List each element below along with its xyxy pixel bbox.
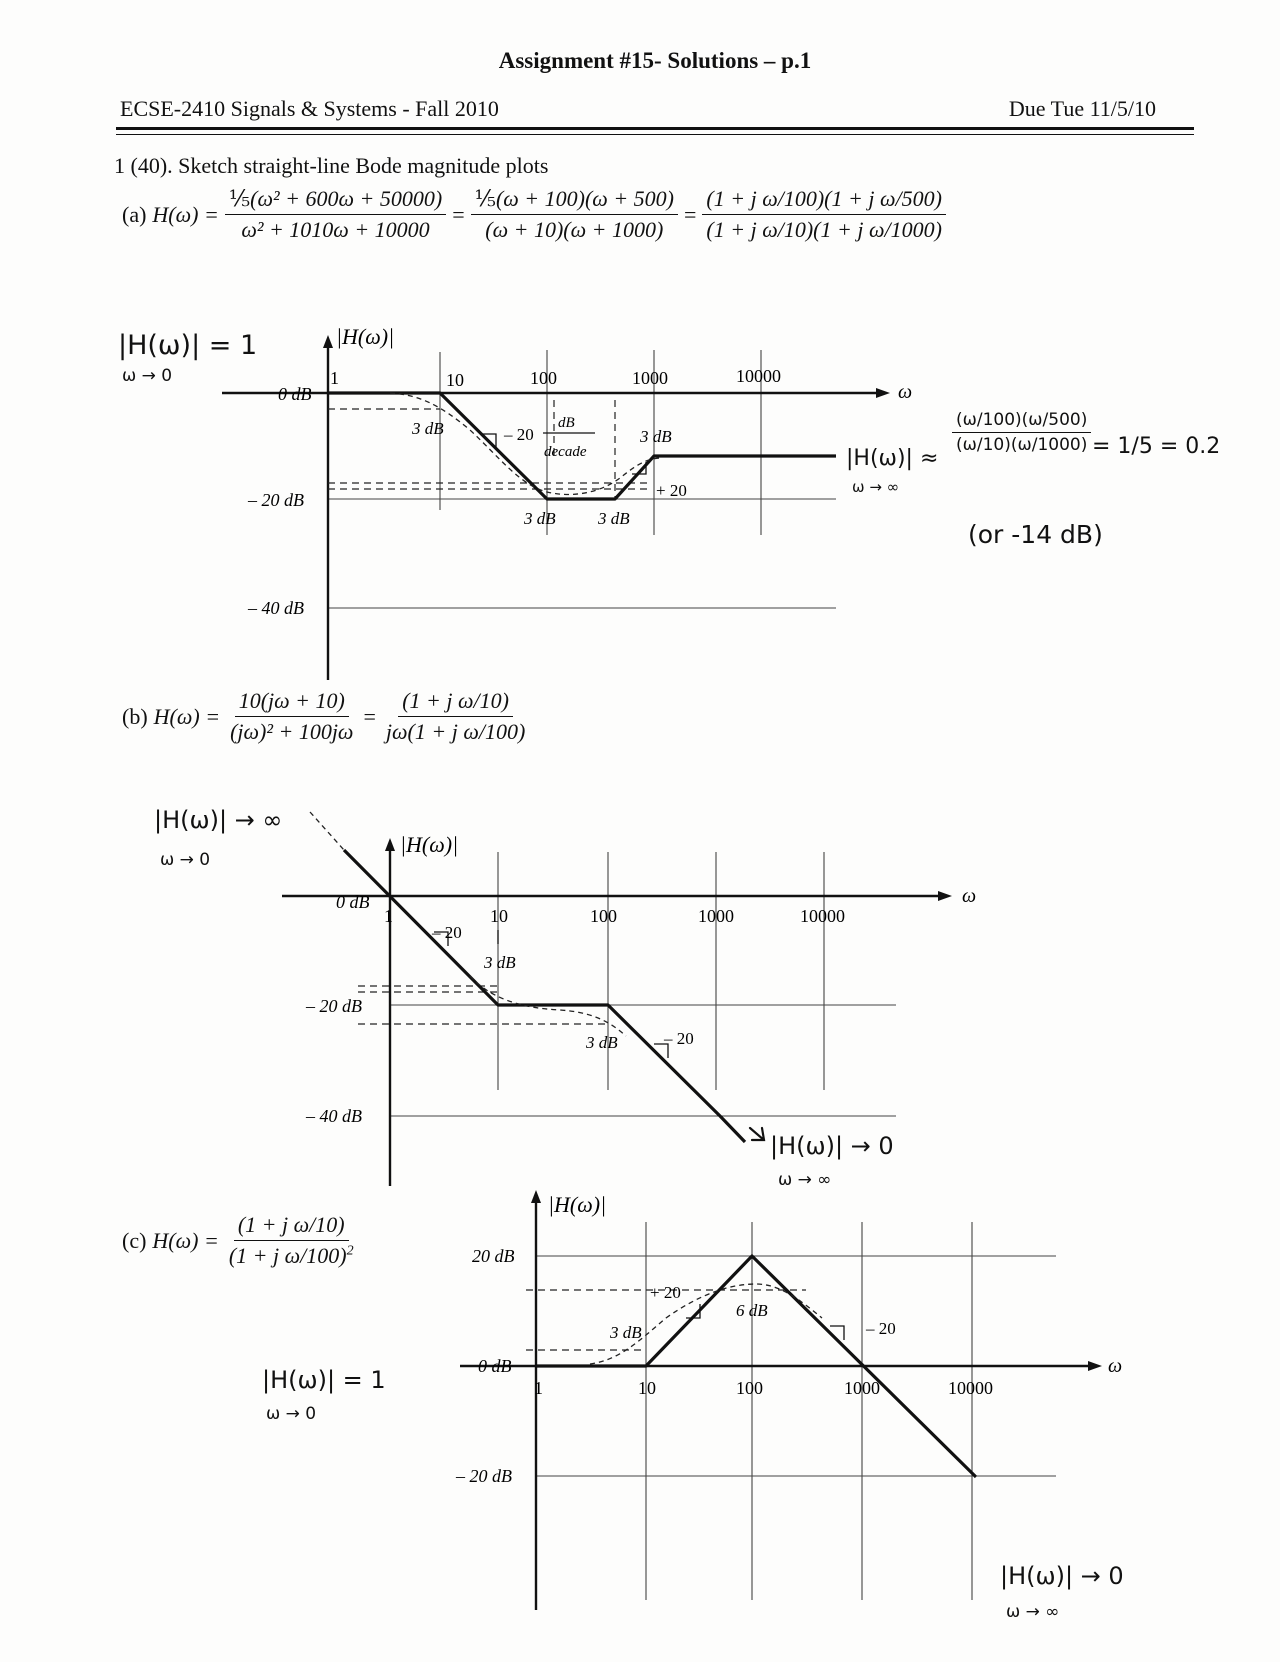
plot-c-x-arrow-icon: [1088, 1361, 1102, 1371]
plot-b-xtick-1000: 1000: [698, 906, 734, 926]
plot-b-ytick-m20: – 20 dB: [306, 996, 362, 1016]
plot-c-ytick-0: 0 dB: [478, 1356, 512, 1376]
plot-c-xtick-10: 10: [638, 1378, 656, 1398]
plot-c-xtick-10000: 10000: [948, 1378, 993, 1398]
part-a-lhs: H(ω) =: [152, 201, 219, 227]
part-a-note-right-num: (ω/100)(ω/500): [952, 410, 1091, 433]
plot-b-asymptote: [344, 850, 745, 1142]
plot-b-asymptote-extension: [310, 812, 344, 850]
plot-b-xtick-100: 100: [590, 906, 617, 926]
part-a-note-left: |H(ω)| = 1: [118, 330, 258, 361]
part-c-note-right-limit: ω → ∞: [1006, 1602, 1060, 1622]
part-b-equals: =: [363, 703, 376, 729]
part-a-den-2: (ω + 10)(ω + 1000): [485, 217, 664, 242]
plot-a-xtick-100: 100: [530, 368, 557, 388]
plot-a-y-arrow-icon: [323, 335, 333, 348]
plot-b: [282, 812, 976, 1186]
part-a-note-right-den: (ω/10)(ω/1000): [956, 435, 1088, 455]
part-a-note-right: |H(ω)| ≈: [846, 446, 939, 471]
part-a-note-right-limit: ω → ∞: [852, 478, 900, 496]
part-b-note-right-limit: ω → ∞: [778, 1170, 832, 1190]
plot-c-y-label: |H(ω)|: [548, 1192, 607, 1217]
part-a-equals-1: =: [452, 201, 465, 227]
part-a-equals-2: =: [684, 201, 697, 227]
plot-a-x-label: ω: [898, 381, 913, 403]
plot-a-ann-3db-2: 3 dB: [640, 427, 672, 446]
plot-c: [455, 1190, 1122, 1610]
plot-b-x-arrow-icon: [938, 891, 952, 901]
part-c-den-exponent: 2: [346, 1243, 354, 1259]
plot-a-ann-decade: decade: [544, 444, 587, 460]
plot-a-ytick-0: 0 dB: [278, 384, 312, 404]
part-b-note-left-limit: ω → 0: [160, 850, 211, 870]
plot-a-xtick-10: 10: [446, 370, 464, 390]
part-c-label: (c): [122, 1227, 147, 1253]
plot-a-ann-slope-m20: – 20: [504, 425, 534, 444]
plot-b-note-arrow-icon: [750, 1128, 764, 1140]
plot-b-ann-3db-1: 3 dB: [484, 953, 516, 972]
part-a-note-right-db: (or -14 dB): [968, 520, 1103, 549]
part-c-note-left: |H(ω)| = 1: [262, 1366, 386, 1394]
problem-statement: 1 (40). Sketch straight-line Bode magnitude plots: [114, 153, 549, 178]
part-a-den-3: (1 + j ω/10)(1 + j ω/1000): [706, 217, 942, 242]
plot-a-y-label: |H(ω)|: [336, 324, 395, 349]
course-name: ECSE-2410 Signals & Systems - Fall 2010: [120, 96, 499, 121]
plot-a-ann-3db-4: 3 dB: [598, 509, 630, 528]
part-c-note-right: |H(ω)| → 0: [1000, 1562, 1124, 1590]
plot-b-ann-slope-m20-1: – 20: [432, 923, 462, 942]
plot-b-ytick-m40: – 40 dB: [306, 1106, 362, 1126]
part-a-num-3: (1 + j ω/100)(1 + j ω/500): [702, 186, 946, 215]
part-a-note-left-limit: ω → 0: [122, 366, 173, 386]
plot-a-x-arrow-icon: [876, 388, 890, 398]
page-title: Assignment #15- Solutions – p.1: [498, 48, 812, 73]
plot-c-x-label: ω: [1108, 1355, 1123, 1377]
part-b-num-1: 10(jω + 10): [235, 688, 349, 717]
part-b-lhs: H(ω) =: [153, 703, 221, 729]
part-b-num-2: (1 + j ω/10): [398, 688, 513, 717]
plot-c-ann-slope-m20: – 20: [866, 1319, 896, 1338]
part-b-den-1: (jω)² + 100jω: [230, 719, 354, 744]
plot-c-xtick-1: 1: [534, 1378, 543, 1398]
part-b-note-right: |H(ω)| → 0: [770, 1132, 894, 1160]
plot-c-ytick-m20: – 20 dB: [456, 1466, 512, 1486]
plot-c-ann-slope-p20: + 20: [650, 1283, 681, 1302]
plot-b-ann-slope-m20-2: – 20: [664, 1029, 694, 1048]
plot-a-ytick-m20: – 20 dB: [248, 490, 304, 510]
part-b-label: (b): [122, 703, 148, 729]
part-c-lhs: H(ω) =: [152, 1227, 219, 1253]
plot-a-ann-3db-3: 3 dB: [524, 509, 556, 528]
plot-a-ann-db: dB: [558, 415, 575, 431]
plot-c-ann-3db: 3 dB: [610, 1323, 642, 1342]
plot-a-ann-3db-1: 3 dB: [412, 419, 444, 438]
plot-c-xtick-1000: 1000: [844, 1378, 880, 1398]
plot-b-x-label: ω: [962, 885, 977, 907]
part-a-label: (a): [122, 201, 147, 227]
plot-a: [222, 324, 912, 680]
part-c-num: (1 + j ω/10): [234, 1212, 349, 1241]
plot-c-ann-6db: 6 dB: [736, 1301, 768, 1320]
part-b-den-2: jω(1 + j ω/100): [385, 719, 526, 744]
part-b-note-left: |H(ω)| → ∞: [154, 806, 283, 834]
part-c-note-left-limit: ω → 0: [266, 1404, 317, 1424]
plot-b-ann-3db-2: 3 dB: [586, 1033, 618, 1052]
part-a-num-1: (ω² + 600ω + 50000): [250, 186, 443, 211]
plot-b-y-arrow-icon: [385, 838, 395, 851]
plot-c-y-arrow-icon: [531, 1190, 541, 1203]
plot-a-xtick-1000: 1000: [632, 368, 668, 388]
part-a-num-2: (ω + 100)(ω + 500): [495, 186, 674, 211]
plot-b-xtick-10000: 10000: [800, 906, 845, 926]
due-date: Due Tue 11/5/10: [1008, 96, 1156, 121]
plot-a-ytick-m40: – 40 dB: [248, 598, 304, 618]
plot-c-xtick-100: 100: [736, 1378, 763, 1398]
plot-b-xtick-1: 1: [384, 906, 393, 926]
plot-a-ann-slope-p20: + 20: [656, 481, 687, 500]
plot-a-xtick-1: 1: [330, 368, 339, 388]
plot-a-xtick-10000: 10000: [736, 366, 781, 386]
plot-b-xtick-10: 10: [490, 906, 508, 926]
part-c-den: (1 + j ω/100): [228, 1243, 347, 1268]
part-a-coef-1: ⅕: [228, 186, 251, 211]
plot-b-ytick-0: 0 dB: [336, 892, 370, 912]
part-a-coef-2: ⅕: [474, 186, 496, 211]
plot-c-ytick-p20: 20 dB: [472, 1246, 515, 1266]
part-a-den-1: ω² + 1010ω + 10000: [241, 217, 430, 242]
part-a-note-right-value: = 1/5 = 0.2: [1092, 434, 1221, 459]
plot-b-y-label: |H(ω)|: [400, 832, 459, 857]
